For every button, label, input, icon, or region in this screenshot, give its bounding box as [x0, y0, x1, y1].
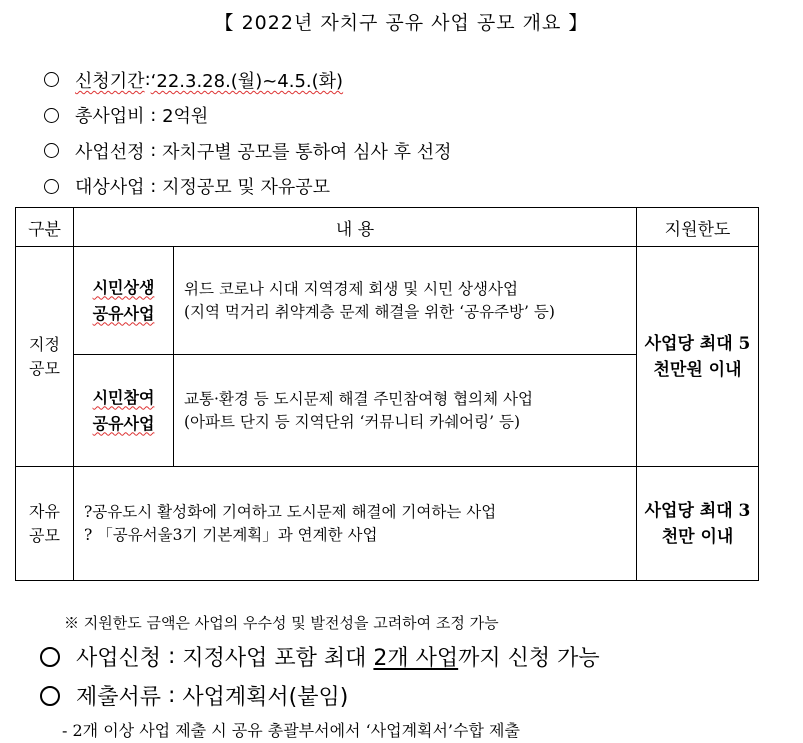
table-row [16, 467, 759, 581]
bullet-label: 대상사업 [75, 177, 145, 199]
table-row [16, 247, 759, 355]
content-line: ? 「공유서울3기 기본계획」과 연계한 사업 [84, 525, 378, 544]
application-text-pre: 지정사업 포함 최대 [182, 646, 374, 671]
table-header-row [16, 208, 759, 247]
bullet-value: ‘22.3.28.(월)~4.5.(화) [150, 70, 344, 92]
bullet-total-budget [44, 98, 452, 134]
bullet-label: 신청기간 [75, 70, 145, 92]
bullet-separator: : [144, 175, 163, 197]
circle-bullet-icon [44, 143, 59, 158]
header-content: 내 용 [74, 208, 637, 247]
bullet-separator: : [161, 683, 183, 708]
bullet-separator: : [144, 140, 163, 162]
circle-bullet-icon [44, 179, 59, 194]
bullet-label: 제출서류 [76, 685, 162, 710]
limit-free: 사업당 최대 3천만 이내 [637, 467, 759, 581]
application-text-emphasis: 2개 사업 [373, 646, 459, 671]
bullet-separator: : [161, 644, 183, 669]
content-participation [174, 355, 637, 467]
bullet-value: 사업계획서(붙임) [182, 685, 349, 710]
bullet-label: 사업선정 [75, 141, 145, 163]
bullet-documents [40, 680, 348, 711]
subcategory-line: 시민상생 [92, 277, 155, 297]
category-free [16, 467, 74, 581]
circle-bullet-icon [44, 108, 59, 123]
limit-note: ※ 지원한도 금액은 사업의 우수성 및 발전성을 고려하여 조정 가능 [64, 614, 499, 632]
category-line: 지정 [29, 334, 60, 354]
contest-table [15, 207, 759, 581]
category-line: 공모 [29, 358, 60, 378]
content-line: (아파트 단지 등 지역단위 ‘커뮤니티 카쉐어링’ 등) [184, 412, 520, 431]
bullet-application-period [44, 62, 452, 98]
bullet-separator: : [144, 104, 163, 126]
subcategory-line: 공유사업 [92, 413, 155, 433]
subcategory-coexistence [74, 247, 174, 355]
content-coexistence [174, 247, 637, 355]
bullet-label: 사업신청 [76, 646, 162, 671]
subcategory-participation [74, 355, 174, 467]
subcategory-line: 시민참여 [92, 387, 155, 407]
content-line: ?공유도시 활성화에 기여하고 도시문제 해결에 기여하는 사업 [84, 502, 497, 521]
header-category: 구분 [16, 208, 74, 247]
bullet-selection [44, 133, 452, 169]
category-line: 공모 [29, 525, 60, 545]
overview-bullets [44, 62, 452, 204]
category-designated [16, 247, 74, 467]
bullet-value: 지정공모 및 자유공모 [162, 177, 331, 199]
bullet-label: 총사업비 [75, 106, 145, 128]
bullet-value: 2억원 [162, 106, 209, 128]
content-free [74, 467, 637, 581]
limit-designated: 사업당 최대 5천만원 이내 [637, 247, 759, 467]
submission-note: - 2개 이상 사업 제출 시 공유 총괄부서에서 ‘사업계획서’수합 제출 [62, 721, 520, 740]
subcategory-line: 공유사업 [92, 303, 155, 323]
header-limit: 지원한도 [637, 208, 759, 247]
document-title: 【 2022년 자치구 공유 사업 공모 개요 】 [214, 12, 589, 34]
circle-bullet-icon [40, 686, 60, 706]
content-line: (지역 먹거리 취약계층 문제 해결을 위한 ‘공유주방’ 등) [184, 302, 555, 321]
content-line: 위드 코로나 시대 지역경제 회생 및 시민 상생사업 [184, 279, 518, 298]
bullet-application [40, 641, 600, 672]
bullet-target-projects [44, 169, 452, 205]
circle-bullet-icon [40, 647, 60, 667]
bullet-value: 자치구별 공모를 통하여 심사 후 선정 [162, 141, 452, 163]
content-line: 교통·환경 등 도시문제 해결 주민참여형 협의체 사업 [184, 389, 533, 408]
circle-bullet-icon [44, 72, 59, 87]
category-line: 자유 [29, 501, 60, 521]
application-text-post: 까지 신청 가능 [458, 646, 600, 671]
bullet-separator: : [144, 69, 151, 91]
